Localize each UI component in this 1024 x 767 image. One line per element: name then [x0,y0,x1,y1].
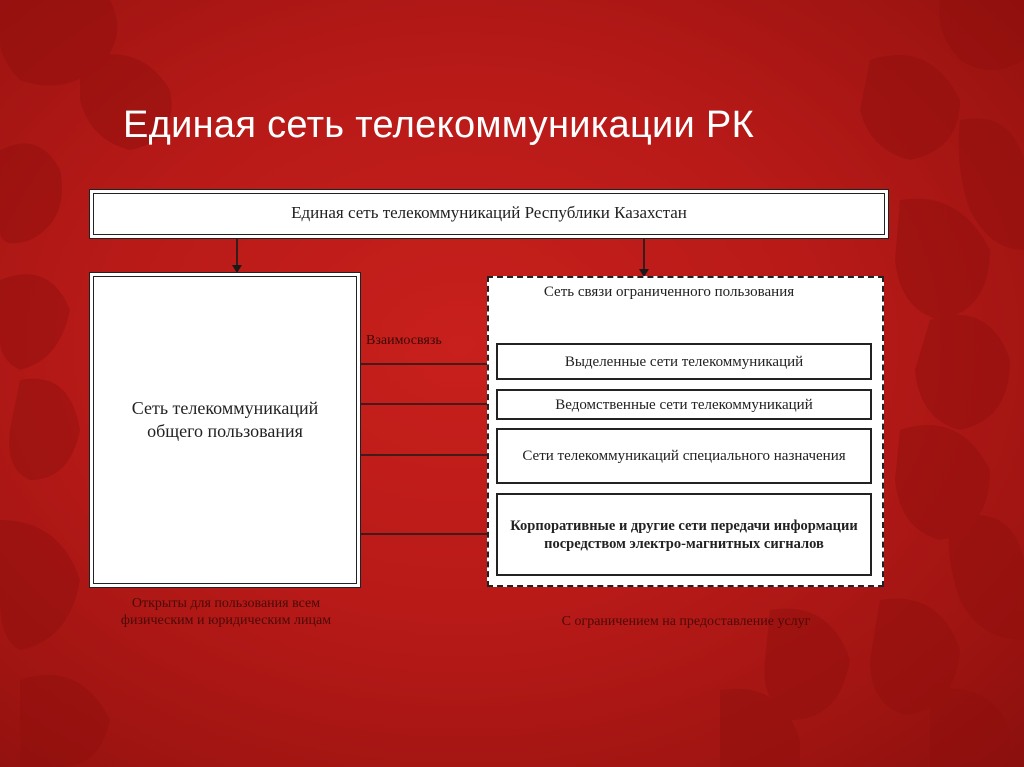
restricted-network-caption: С ограничением на предоставление услуг [561,614,811,629]
public-network-label: Сеть телекоммуникаций общего пользования [131,398,319,441]
departmental-networks-box: Ведомственные сети телекоммуникаций [496,389,872,420]
public-network-caption: Открыты для пользования всем физическим и юридическим лицам [120,596,332,628]
slide-title: Единая сеть телекоммуникации РК [123,104,755,146]
restricted-network-header: Сеть связи ограниченного пользования [543,284,795,300]
interlink-label: Взаимосвязь [366,333,442,348]
unified-network-box: Единая сеть телекоммуникаций Республики Казахстан [89,189,889,239]
special-purpose-networks-box: Сети телекоммуникаций специального назначения [496,428,872,484]
corporate-networks-box: Корпоративные и другие сети передачи информации посредством электро-магнитных сигналов [496,493,872,576]
public-network-box [89,272,361,588]
dedicated-networks-box: Выделенные сети телекоммуникаций [496,343,872,380]
